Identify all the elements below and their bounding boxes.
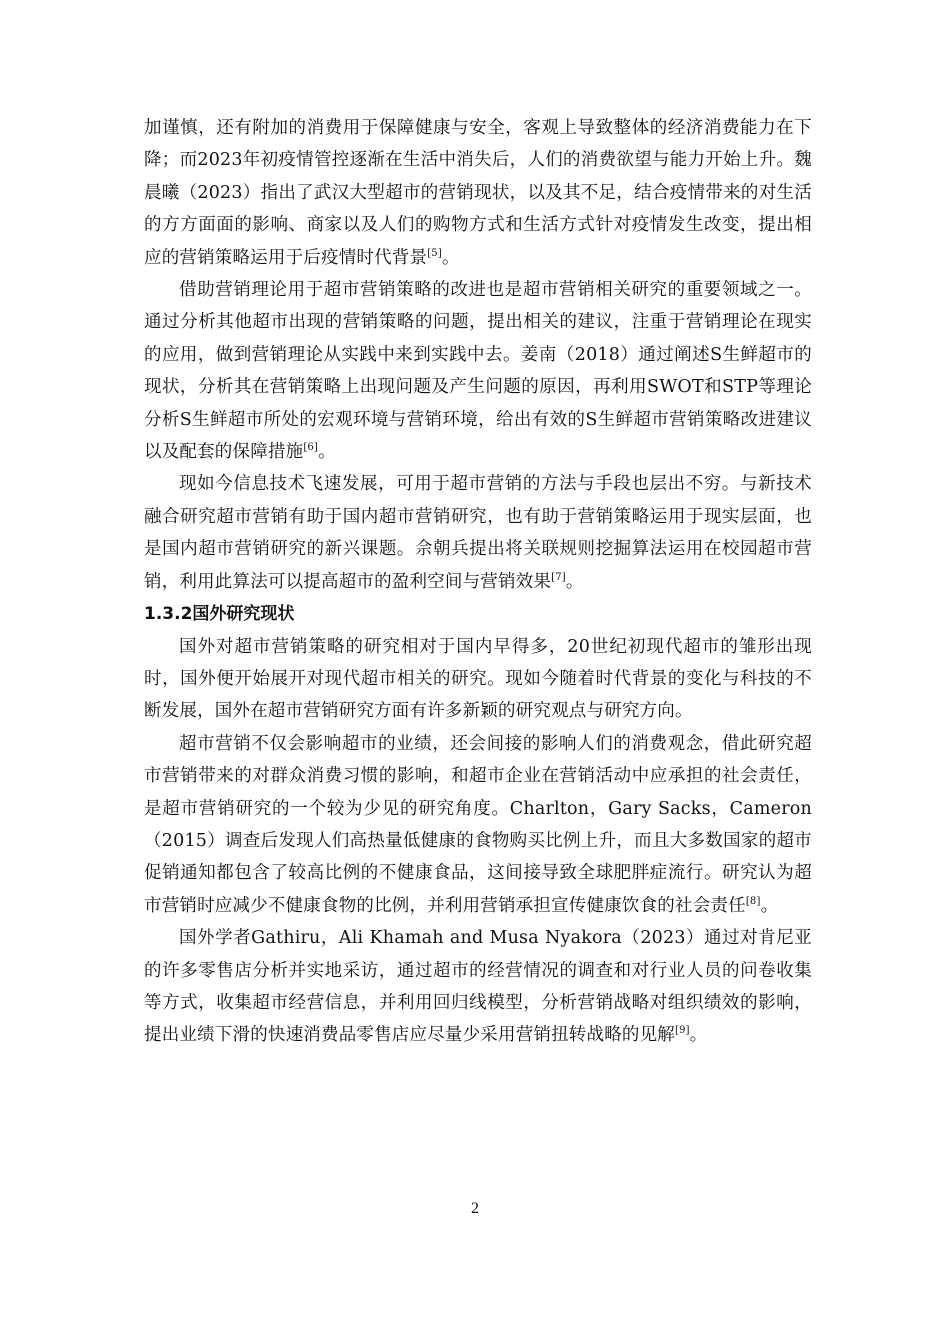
page-number: 2 xyxy=(471,1200,479,1217)
paragraph-text: 国外对超市营销策略的研究相对于国内早得多，20世纪初现代超市的雏形出现时，国外便开始展开对现代超市相关的研究。现如今随着时代背景的变化与科技的不断发展，国外在超市营销研究方面有许多新颖的研究观点与研究方向。 xyxy=(144,636,812,722)
paragraph-foreign-1 xyxy=(144,631,812,728)
paragraph-text: 加谨慎，还有附加的消费用于保障健康与安全，客观上导致整体的经济消费能力在下降；而2023年初疫情管控逐渐在生活中消失后，人们的消费欲望与能力开始上升。魏晨曦（2023）指出了武汉大型超市的营销现状，以及其不足，结合疫情带来的对生活的方方面面的影响、商家以及人们的购物方式和生活方式针对疫情发生改变，提出相应的营销策略运用于后疫情时代背景 xyxy=(144,118,812,268)
paragraph-end: 。 xyxy=(689,1025,708,1046)
paragraph-text: 现如今信息技术飞速发展，可用于超市营销的方法与手段也层出不穷。与新技术融合研究超市营销有助于国内超市营销研究，也有助于营销策略运用于现实层面，也是国内超市营销研究的新兴课题。佘朝兵提出将关联规则挖掘算法运用在校园超市营销，利用此算法可以提高超市的盈利空间与营销效果 xyxy=(144,474,812,592)
paragraph-end: 。 xyxy=(760,895,779,916)
paragraph-domestic-3 xyxy=(144,468,812,598)
paragraph-foreign-2 xyxy=(144,728,812,922)
paragraph-text: 国外学者Gathiru，Ali Khamah and Musa Nyakora（2023）通过对肯尼亚的许多零售店分析并实地采访，通过超市的经营情况的调查和对行业人员的问卷收集等方式，收集超市经营信息，并利用回归线模型，分析营销战略对组织绩效的影响，提出业绩下滑的快速消费品零售店应尽量少采用营销扭转战略的见解 xyxy=(144,928,812,1046)
citation-ref: [5] xyxy=(427,247,442,259)
citation-ref: [9] xyxy=(675,1025,690,1037)
paragraph-domestic-2 xyxy=(144,274,812,468)
citation-ref: [8] xyxy=(745,895,761,907)
citation-ref: [6] xyxy=(303,442,319,454)
paragraph-foreign-3 xyxy=(144,922,812,1052)
paragraph-text: 超市营销不仅会影响超市的业绩，还会间接的影响人们的消费观念，借此研究超市营销带来的对群众消费习惯的影响，和超市企业在营销活动中应承担的社会责任，是超市营销研究的一个较为少见的研究角度。Charlton，Gary Sacks，Cameron（2015）调查后发现人们高热量低健康的食物购买比例上升，而且大多数国家的超市促销通知都包含了较高比例的不健康食品，这间接导致全球肥胖症流行。研究认为超市营销时应减少不健康食物的比例，并利用营销承担宣传健康饮食的社会责任 xyxy=(144,733,812,916)
paragraph-text: 借助营销理论用于超市营销策略的改进也是超市营销相关研究的重要领域之一。通过分析其他超市出现的营销策略的问题，提出相关的建议，注重于营销理论在现实的应用，做到营销理论从实践中来到实践中去。姜南（2018）通过阐述S生鲜超市的现状，分析其在营销策略上出现问题及产生问题的原因，再利用SWOT和STP等理论分析S生鲜超市所处的宏观环境与营销环境，给出有效的S生鲜超市营销策略改进建议以及配套的保障措施 xyxy=(144,280,812,463)
paragraph-end: 。 xyxy=(565,571,584,592)
paragraph-domestic-1 xyxy=(144,112,812,274)
paragraph-end: 。 xyxy=(441,247,460,268)
body-text xyxy=(144,112,812,1052)
section-heading: 1.3.2国外研究现状 xyxy=(144,604,295,625)
citation-ref: [7] xyxy=(551,571,566,583)
paragraph-end: 。 xyxy=(318,442,336,463)
